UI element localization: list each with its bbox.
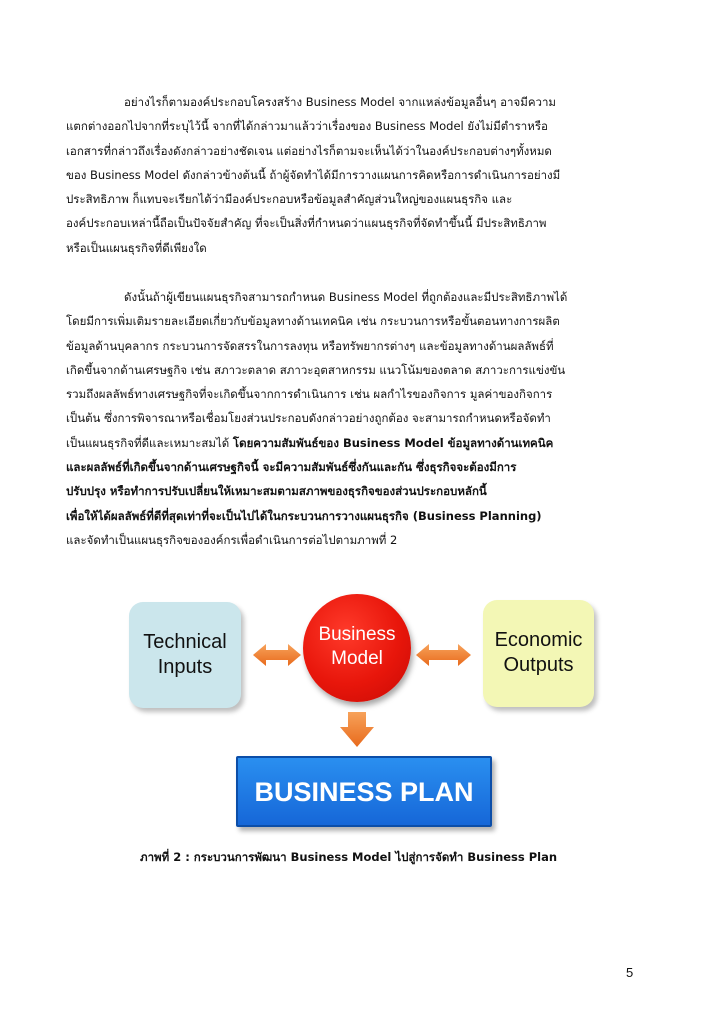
- technical-inputs-box: [129, 602, 241, 708]
- paragraph-1-line: เอกสารที่กล่าวถึงเรื่องดังกล่าวอย่างชัดเจน แต่อย่างไรก็ตามจะเห็นได้ว่าในองค์ประกอบต่างๆทั้งหมด: [66, 143, 552, 158]
- paragraph-1-line: อย่างไรก็ตามองค์ประกอบโครงสร้าง Business Model จากแหล่งข้อมูลอื่นๆ อาจมีความ: [124, 95, 557, 109]
- paragraph-1-line: ของ Business Model ดังกล่าวข้างต้นนี้ ถ้าผู้จัดทำได้มีการวางแผนการคิดหรือการดำเนินการอย่างมี: [66, 167, 561, 182]
- economic-outputs-box: [483, 600, 594, 707]
- paragraph-2-bold-line: เพื่อให้ได้ผลลัพธ์ที่ดีที่สุดเท่าที่จะเป็นไปได้ในกระบวนการวางแผนธุรกิจ (Business Planning): [66, 508, 542, 523]
- paragraph-1-line: ประสิทธิภาพ ก็แทบจะเรียกได้ว่ามีองค์ประกอบหรือข้อมูลสำคัญส่วนใหญ่ของแผนธุรกิจ และ: [66, 192, 513, 207]
- paragraph-2-line: เกิดขึ้นจากด้านเศรษฐกิจ เช่น สภาวะตลาด สภาวะอุตสาหกรรม แนวโน้มของตลาด สภาวะการแข่งขัน: [66, 362, 566, 377]
- paragraph-2-line: เป็นต้น ซึ่งการพิจารณาหรือเชื่อมโยงส่วนประกอบดังกล่าวอย่างถูกต้อง จะสามารถกำหนดหรือจัดทำ: [66, 411, 551, 426]
- paragraph-2-line: รวมถึงผลลัพธ์ทางเศรษฐกิจที่จะเกิดขึ้นจากการดำเนินการ เช่น ผลกำไรของกิจการ มูลค่าของกิจการ: [66, 387, 553, 402]
- paragraph-2-line-bold-part: โดยความสัมพันธ์ของ Business Model ข้อมูลทางด้านเทคนิค: [232, 435, 554, 450]
- technical-inputs-label-line2: Inputs: [157, 656, 213, 678]
- paragraph-2-line: ดังนั้นถ้าผู้เขียนแผนธุรกิจสามารถกำหนด Business Model ที่ถูกต้องและมีประสิทธิภาพได้: [124, 290, 568, 304]
- page-number: 5: [626, 965, 634, 980]
- paragraph-2-line: โดยมีการเพิ่มเติมรายละเอียดเกี่ยวกับข้อมูลทางด้านเทคนิค เช่น กระบวนการหรือขั้นตอนทางการผลิต: [66, 314, 560, 329]
- figure-caption: ภาพที่ 2 : กระบวนการพัฒนา Business Model ไปสู่การจัดทำ Business Plan: [140, 850, 558, 864]
- paragraph-1-line: แตกต่างออกไปจากที่ระบุไว้นี้ จากที่ได้กล่าวมาแล้วว่าเรื่องของ Business Model ยังไม่มีตำราหรือ: [66, 119, 548, 134]
- paragraph-2-line: ข้อมูลด้านบุคลากร กระบวนการจัดสรรในการลงทุน หรือทรัพยากรต่างๆ และข้อมูลทางด้านผลลัพธ์ที่: [66, 338, 554, 353]
- business-plan-box: [236, 756, 492, 827]
- paragraph-1-line: หรือเป็นแผนธุรกิจที่ดีเพียงใด: [66, 240, 207, 255]
- paragraph-2-last-line: และจัดทำเป็นแผนธุรกิจขององค์กรเพื่อดำเนินการต่อไปตามภาพที่ 2: [66, 532, 398, 547]
- down-arrow-icon: [340, 712, 374, 747]
- double-arrow-left-icon: [253, 644, 301, 666]
- paragraph-2-line-normal-part: เป็นแผนธุรกิจที่ดีและเหมาะสมได้: [66, 435, 233, 450]
- double-arrow-right-icon: [416, 644, 471, 666]
- business-model-label-line1: Business: [318, 624, 396, 645]
- economic-outputs-label-line2: Outputs: [503, 654, 574, 676]
- economic-outputs-label-line1: Economic: [494, 629, 583, 651]
- paragraph-2-bold-line: และผลลัพธ์ที่เกิดขึ้นจากด้านเศรษฐกิจนี้ จะมีความสัมพันธ์ซึ่งกันและกัน ซึ่งธุรกิจจะต้องมีการ: [66, 460, 517, 475]
- technical-inputs-label-line1: Technical: [143, 631, 227, 653]
- paragraph-2-bold-line: ปรับปรุง หรือทำการปรับเปลี่ยนให้เหมาะสมตามสภาพของธุรกิจของส่วนประกอบหลักนี้: [66, 484, 487, 499]
- business-plan-label: BUSINESS PLAN: [254, 777, 474, 807]
- paragraph-1-line: องค์ประกอบเหล่านี้ถือเป็นปัจจัยสำคัญ ที่จะเป็นสิ่งที่กำหนดว่าแผนธุรกิจที่จัดทำขึ้นนี้ มีประสิทธิภาพ: [66, 216, 547, 231]
- business-model-label-line2: Model: [331, 648, 383, 669]
- business-model-circle: [303, 594, 411, 702]
